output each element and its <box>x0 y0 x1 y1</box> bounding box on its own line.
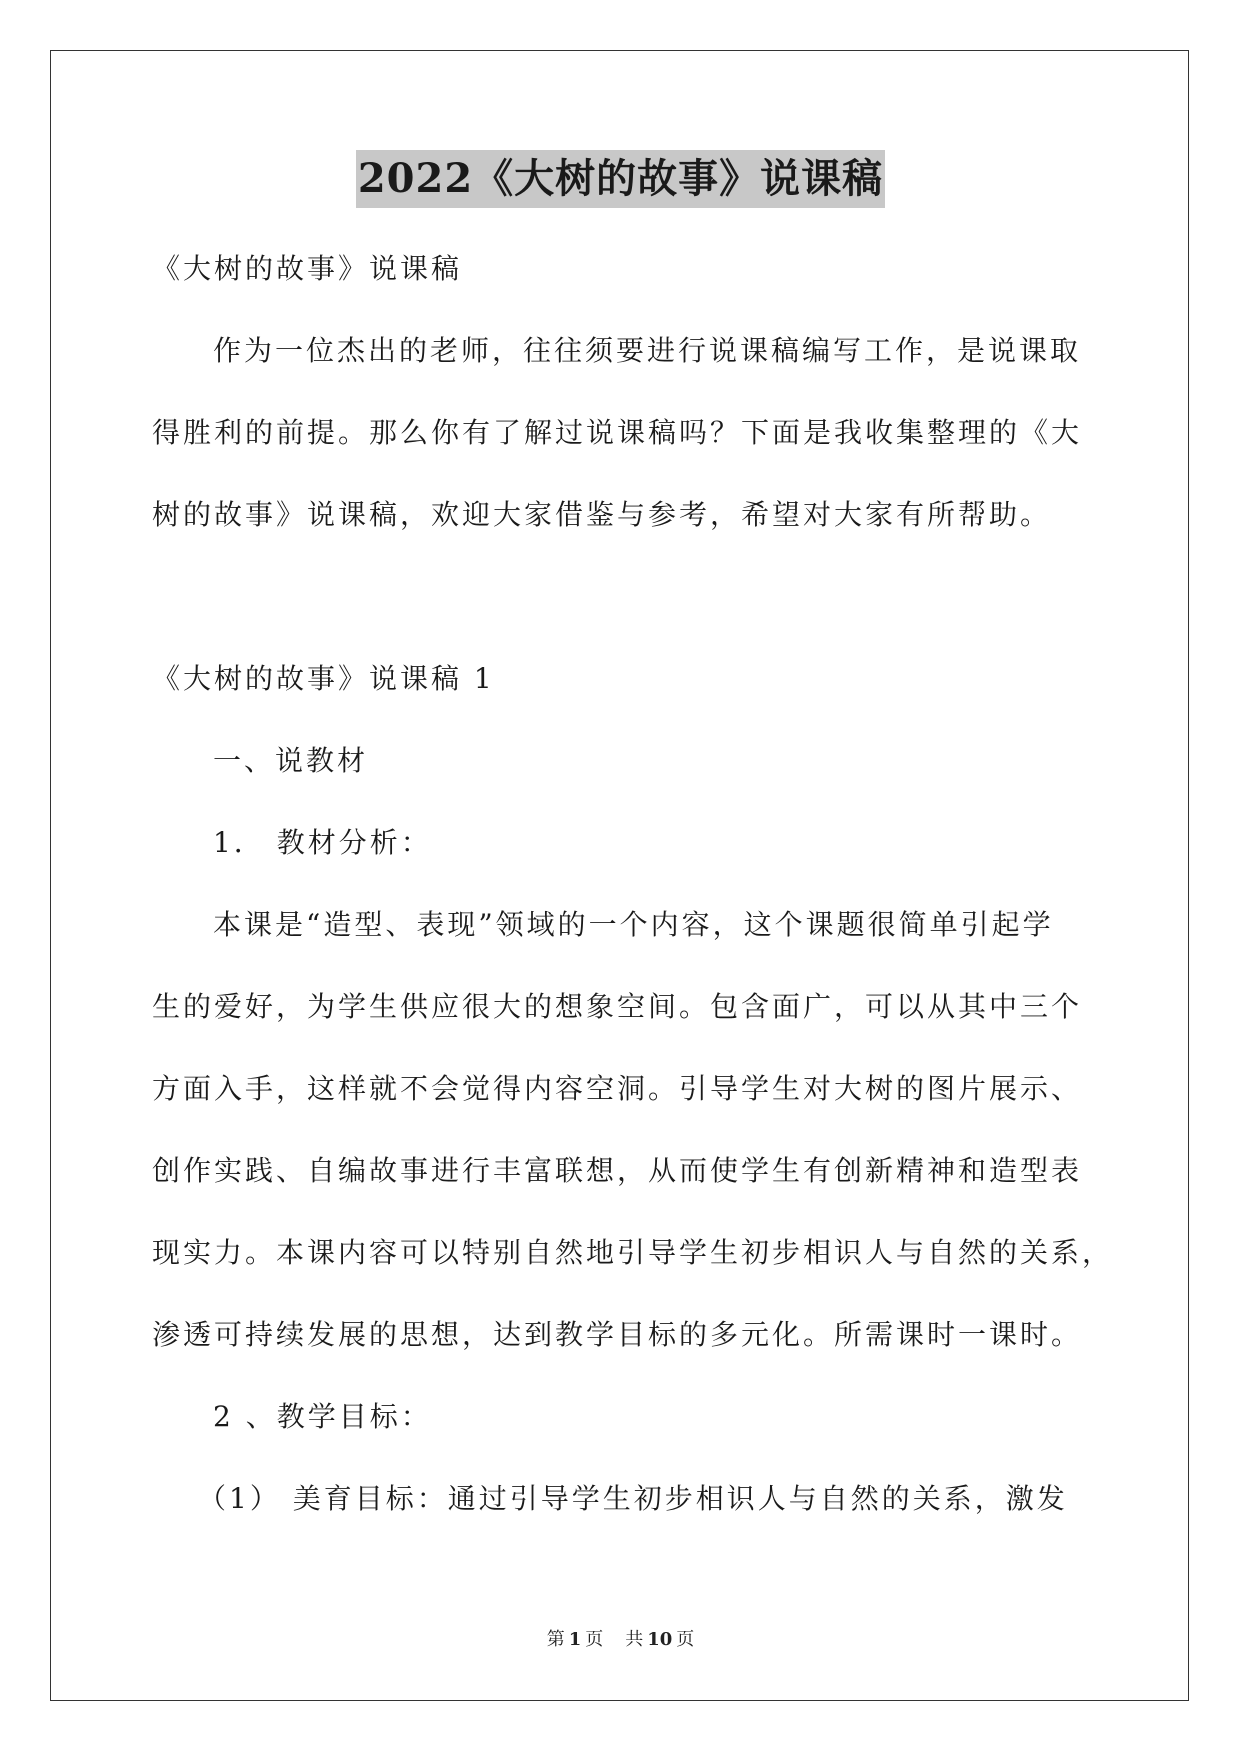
page-total: 10 <box>647 1629 673 1650</box>
paragraph-line: （1） 美育目标：通过引导学生初步相识人与自然的关系，激发 <box>198 1482 1068 1515</box>
paragraph-line: 现实力。本课内容可以特别自然地引导学生初步相识人与自然的关系， <box>152 1236 1114 1269</box>
paragraph-line: 作为一位杰出的老师，往往须要进行说课稿编写工作，是说课取 <box>213 334 1082 367</box>
paragraph-line: 渗透可持续发展的思想，达到教学目标的多元化。所需课时一课时。 <box>152 1318 1083 1351</box>
page-prefix: 第 <box>546 1629 565 1650</box>
document-title: 2022《大树的故事》说课稿 <box>356 150 885 208</box>
paragraph-line: 方面入手，这样就不会觉得内容空洞。引导学生对大树的图片展示、 <box>152 1072 1083 1105</box>
paragraph-line: 本课是“造型、表现”领域的一个内容，这个课题很简单引起学 <box>213 908 1054 941</box>
total-unit: 页 <box>676 1629 695 1650</box>
section-heading: 《大树的故事》说课稿 1 <box>152 662 495 695</box>
paragraph-line: 树的故事》说课稿，欢迎大家借鉴与参考，希望对大家有所帮助。 <box>152 498 1052 531</box>
list-item-heading: 1． 教材分析： <box>213 826 432 859</box>
total-prefix: 共 <box>625 1629 644 1650</box>
title-area <box>0 150 1241 208</box>
document-body <box>152 228 1114 1540</box>
list-item-heading: 2 、教学目标： <box>213 1400 432 1433</box>
paragraph-line: 创作实践、自编故事进行丰富联想，从而使学生有创新精神和造型表 <box>152 1154 1083 1187</box>
subsection-heading: 一、说教材 <box>213 744 369 777</box>
page-unit: 页 <box>585 1629 604 1650</box>
subtitle-line: 《大树的故事》说课稿 <box>152 252 463 285</box>
page-current: 1 <box>568 1629 582 1650</box>
paragraph-line: 得胜利的前提。那么你有了解过说课稿吗？下面是我收集整理的《大 <box>152 416 1083 449</box>
blank-line <box>152 556 1087 638</box>
page-footer <box>0 1625 1241 1651</box>
paragraph-line: 生的爱好，为学生供应很大的想象空间。包含面广，可以从其中三个 <box>152 990 1083 1023</box>
